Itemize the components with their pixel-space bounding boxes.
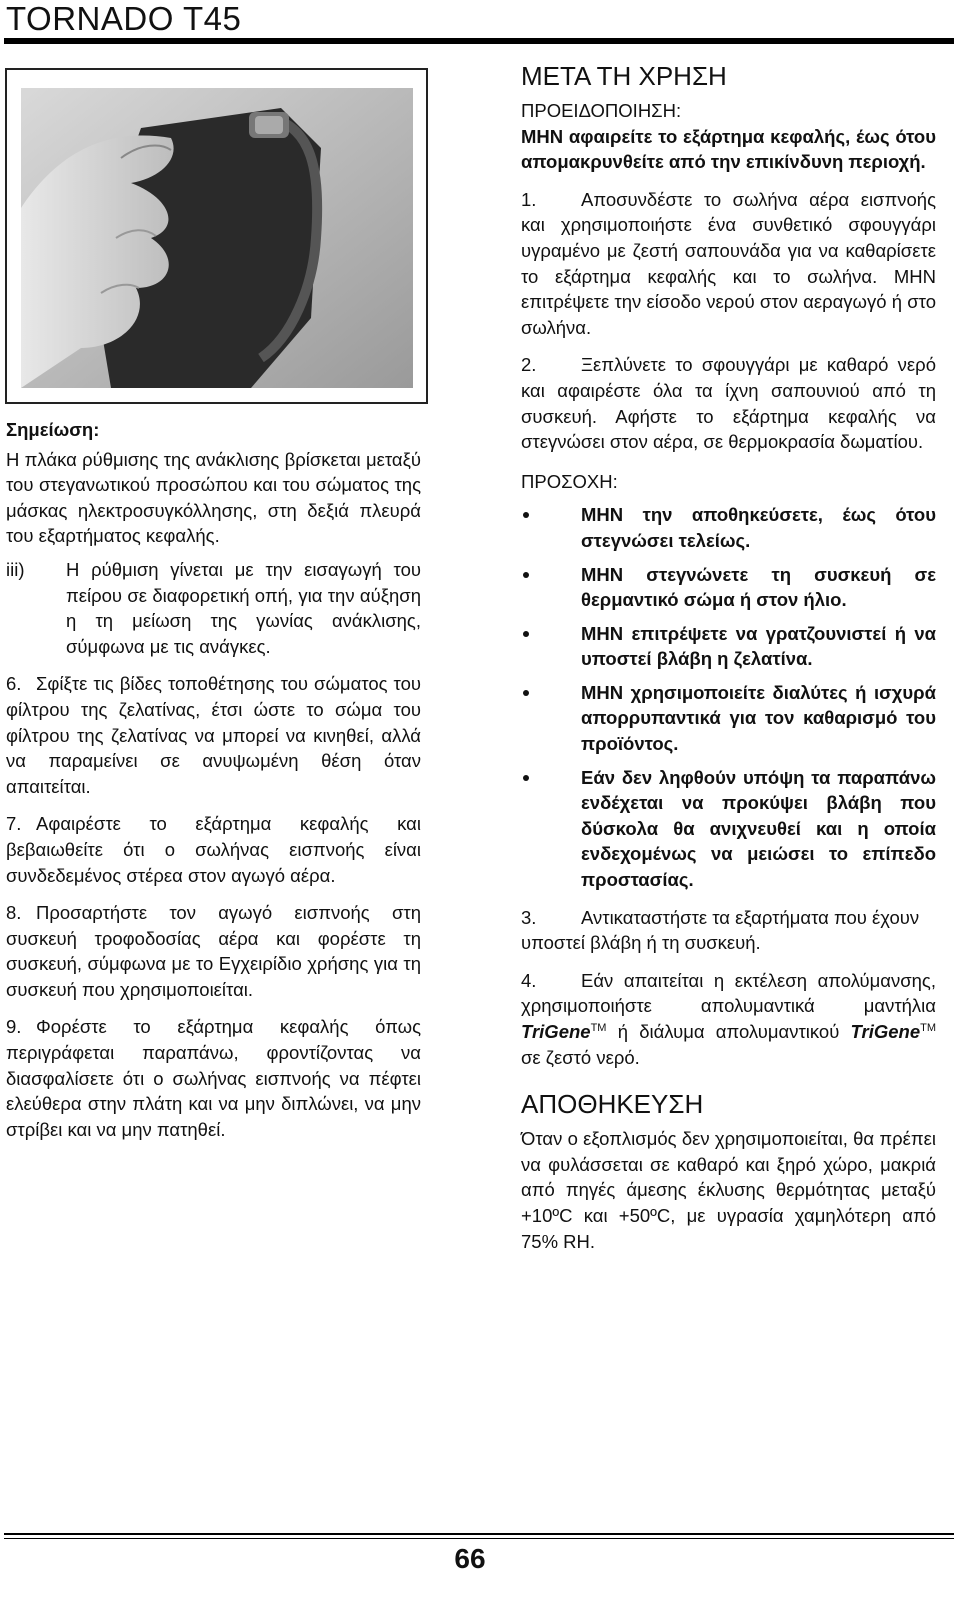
trademark-mark: TM: [920, 1021, 936, 1034]
caution-heading: ΠΡΟΣΟΧΗ:: [521, 470, 618, 492]
step-4: [521, 968, 936, 1070]
list-item: [521, 765, 936, 893]
warning-heading: ΠΡΟΕΙΔΟΠΟΙΗΣΗ:: [521, 100, 682, 121]
step-1: [521, 187, 936, 341]
bullet-icon: [521, 562, 581, 613]
step-number: 3.: [521, 906, 537, 928]
list-item-text: ΜΗΝ χρησιμοποιείτε διαλύτες ή ισχυρά απορρυπαντικά για τον καθαρισμό του προϊόντος.: [581, 681, 936, 755]
header-divider: [4, 38, 954, 44]
step-text: Φορέστε το εξάρτημα κεφαλής όπως περιγράφεται παραπάνω, φροντίζοντας να διασφαλίσετε ότι ο σωλήνας εισπνοής να πέφτει ελεύθερα στην πλάτη και να μην διπλώνει, να μην στρίβει και να μην πατηθεί.: [6, 1016, 421, 1140]
list-item-text: Εάν δεν ληφθούν υπόψη τα παραπάνω ενδέχεται να προκύψει βλάβη που δύσκολα θα ανιχνευθεί και η οποία ενδεχομένως να μειώσει το επίπεδο προστασίας.: [581, 766, 936, 891]
step-text: Ξεπλύνετε το σφουγγάρι με καθαρό νερό και αφαιρέστε όλα τα ίχνη σαπουνιού από τη συσκευή. Αφήστε το εξάρτημα κεφαλής να στεγνώσει στον αέρα, σε θερμοκρασία δωματίου.: [521, 354, 936, 453]
page-number: 66: [454, 1543, 486, 1574]
step-number: 9.: [6, 1016, 22, 1038]
step-text: Αφαιρέστε το εξάρτημα κεφαλής και βεβαιωθείτε ότι ο σωλήνας εισπνοής είναι συνδεδεμένος στέρεα στον αγωγό αέρα.: [6, 813, 421, 886]
warning-text: ΜΗΝ αφαιρείτε το εξάρτημα κεφαλής, έως ότου απομακρυνθείτε από την επικίνδυνη περιοχή.: [521, 125, 936, 173]
sub-item-number: iii): [6, 558, 25, 580]
step-2: [521, 352, 936, 454]
list-item: [521, 562, 936, 613]
product-photo: [5, 68, 428, 404]
sub-item-text: Η ρύθμιση γίνεται με την εισαγωγή του πείρου σε διαφορετική οπή, για την αύξηση η τη μείωση της γωνίας ανάκλισης, σύμφωνα με τις ανάγκες.: [66, 558, 421, 657]
step-8: [6, 900, 421, 1002]
step-text: Σφίξτε τις βίδες τοποθέτησης του σώματος του φίλτρου της ζελατίνας, έτσι ώστε το σώμα του φίλτρου της ζελατίνας να μπορεί να κινηθεί, αλλά να παραμείνει σε ανυψωμένη θέση όταν απαιτείται.: [6, 673, 421, 797]
step-text-continued: ή διάλυμα απολυμαντικού: [617, 1021, 840, 1042]
list-item: [521, 680, 936, 757]
step-text-end: σε ζεστό νερό.: [521, 1046, 640, 1068]
brand-name: TriGene: [850, 1021, 921, 1042]
step-7: [6, 811, 421, 888]
list-item-text: ΜΗΝ στεγνώνετε τη συσκευή σε θερμαντικό σώμα ή στον ήλιο.: [581, 563, 936, 611]
footer-divider: [4, 1533, 954, 1535]
trademark-mark: TM: [590, 1021, 607, 1034]
step-6: [6, 671, 421, 799]
bullet-icon: [521, 502, 581, 553]
footer-divider-thin: [4, 1538, 954, 1539]
after-use-heading: ΜΕΤΑ ΤΗ ΧΡΗΣΗ: [521, 61, 727, 91]
step-text: Προσαρτήστε τον αγωγό εισπνοής στη συσκευή τροφοδοσίας αέρα και φορέστε τη συσκευή, σύμφωνα με το Εγχειρίδιο χρήσης για τη συσκευή που χρησιμοποιείται.: [6, 902, 421, 1000]
step-text: Αποσυνδέστε το σωλήνα αέρα εισπνοής και χρησιμοποιήστε ένα συνθετικό σφουγγάρι υγραμένο με ζεστή σαπουνάδα για να καθαρίσετε το εξάρτημα κεφαλής και το σωλήνα. ΜΗΝ επιτρέψετε την είσοδο νερού στον αεραγωγό ή στο σωλήνα.: [521, 188, 936, 338]
bullet-icon: [521, 765, 581, 893]
document-title: TORNADO T45: [6, 0, 242, 37]
step-number: 8.: [6, 902, 22, 924]
storage-heading: ΑΠΟΘΗΚΕΥΣΗ: [521, 1089, 704, 1120]
step-number: 7.: [6, 813, 22, 835]
list-item: [521, 502, 936, 553]
note-text: Η πλάκα ρύθμισης της ανάκλισης βρίσκεται μεταξύ του στεγανωτικού προσώπου και του σώματος της μάσκας ηλεκτροσυγκόλλησης, στη δεξιά πλευρά του εξαρτήματος κεφαλής.: [6, 448, 421, 547]
step-text: Αντικαταστήστε τα εξαρτήματα που έχουν υποστεί βλάβη ή τη συσκευή.: [521, 906, 920, 954]
photo-illustration: [21, 88, 413, 388]
step-number: 1.: [521, 188, 537, 210]
list-item: [521, 621, 936, 672]
step-3: [521, 905, 936, 956]
bullet-icon: [521, 680, 581, 757]
list-item-text: ΜΗΝ επιτρέψετε να γρατζουνιστεί ή να υποστεί βλάβη η ζελατίνα.: [581, 622, 936, 670]
sub-item-iii: [6, 557, 421, 659]
right-column: [521, 60, 936, 1254]
step-number: 4.: [521, 969, 537, 991]
note-heading: Σημείωση:: [6, 419, 100, 440]
storage-text: Όταν ο εξοπλισμός δεν χρησιμοποιείται, θα πρέπει να φυλάσσεται σε καθαρό και ξηρό χώρο, μακριά από πηγές άμεσης έκλυσης θερμότητας μεταξύ +10ºC και +50ºC, με υγρασία χαμηλότερη από 75% RH.: [521, 1128, 936, 1252]
caution-list: [521, 502, 936, 892]
list-item-text: ΜΗΝ την αποθηκεύσετε, έως ότου στεγνώσει τελείως.: [581, 504, 936, 551]
left-column: [6, 417, 421, 1142]
brand-name: TriGene: [521, 1021, 591, 1042]
step-number: 6.: [6, 673, 22, 695]
step-text: Εάν απαιτείται η εκτέλεση απολύμανσης, χρησιμοποιήστε απολυμαντικά μαντήλια: [521, 969, 936, 1017]
step-number: 2.: [521, 354, 537, 376]
bullet-icon: [521, 621, 581, 672]
step-9: [6, 1014, 421, 1142]
